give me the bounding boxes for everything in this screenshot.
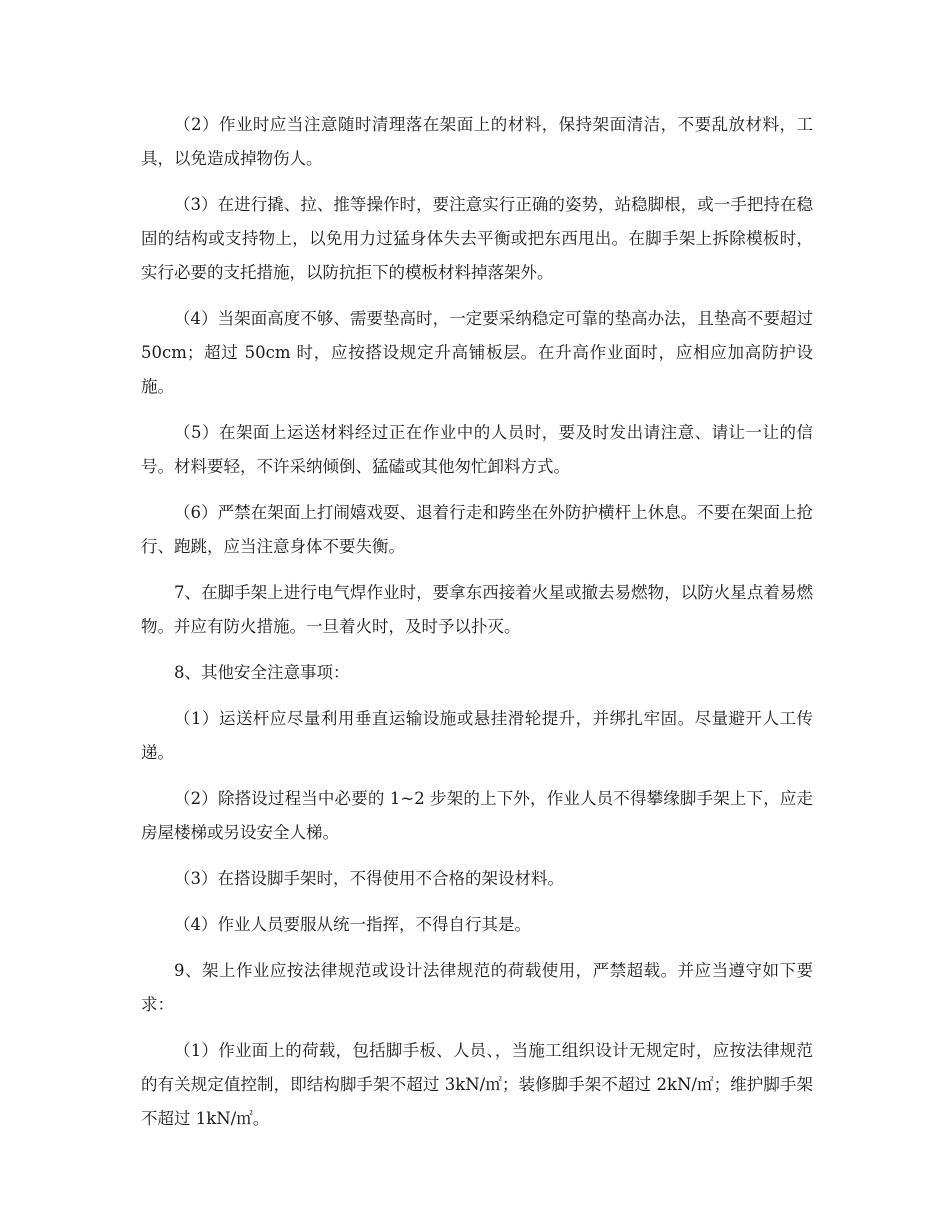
paragraph-item-3-posture: （3）在进行撬、拉、推等操作时，要注意实行正确的姿势，站稳脚根，或一手把持在稳固的结构或支持物上，以免用力过猛身体失去平衡或把东西甩出。在脚手架上拆除模板时，实行必要的支托措施，以防抗拒下的模板材料掉落架外。 — [141, 195, 813, 282]
paragraph-item-8-4-command: （4）作业人员要服从统一指挥，不得自行其是。 — [174, 915, 531, 934]
paragraph-item-9-1-load-limits: （1）作业面上的荷载，包括脚手板、人员、，当施工组织设计无规定时，应按法律规范的有关规定值控制，即结构脚手架不超过 3kN/㎡；装修脚手架不超过 2kN/㎡；维护脚手架不超过 1kN/㎡。 — [141, 1041, 813, 1128]
paragraph-item-8-3-materials: （3）在搭设脚手架时，不得使用不合格的架设材料。 — [174, 869, 564, 888]
paragraph-item-6-prohibitions: （6）严禁在架面上打闹嬉戏耍、退着行走和跨坐在外防护横杆上休息。不要在架面上抢行、跑跳，应当注意身体不要失衡。 — [141, 503, 813, 556]
paragraph-item-2-cleanup: （2）作业时应当注意随时清理落在架面上的材料，保持架面清洁，不要乱放材料，工具，以免造成掉物伤人。 — [141, 115, 813, 168]
paragraph-section-8-heading: 8、其他安全注意事项： — [174, 663, 350, 682]
paragraph-item-8-1-lifting: （1）运送杆应尽量利用垂直运输设施或悬挂滑轮提升，并绑扎牢固。尽量避开人工传递。 — [141, 709, 813, 762]
paragraph-item-8-2-climbing: （2）除搭设过程当中必要的 1~2 步架的上下外，作业人员不得攀缘脚手架上下，应走房屋楼梯或另设安全人梯。 — [141, 789, 813, 842]
document-body — [141, 108, 813, 1148]
paragraph-item-5-transport: （5）在架面上运送材料经过正在作业中的人员时，要及时发出请注意、请让一让的信号。材料要轻，不许采纳倾倒、猛磕或其他匆忙卸料方式。 — [141, 423, 813, 476]
paragraph-section-7-welding: 7、在脚手架上进行电气焊作业时，要拿东西接着火星或撤去易燃物，以防火星点着易燃物。并应有防火措施。一旦着火时，及时予以扑灭。 — [141, 583, 813, 636]
paragraph-section-9-load: 9、架上作业应按法律规范或设计法律规范的荷载使用，严禁超载。并应当遵守如下要求： — [141, 961, 813, 1014]
paragraph-item-4-raising: （4）当架面高度不够、需要垫高时，一定要采纳稳定可靠的垫高办法，且垫高不要超过 50cm；超过 50cm 时，应按搭设规定升高铺板层。在升高作业面时，应相应加高防护设施。 — [141, 309, 813, 396]
